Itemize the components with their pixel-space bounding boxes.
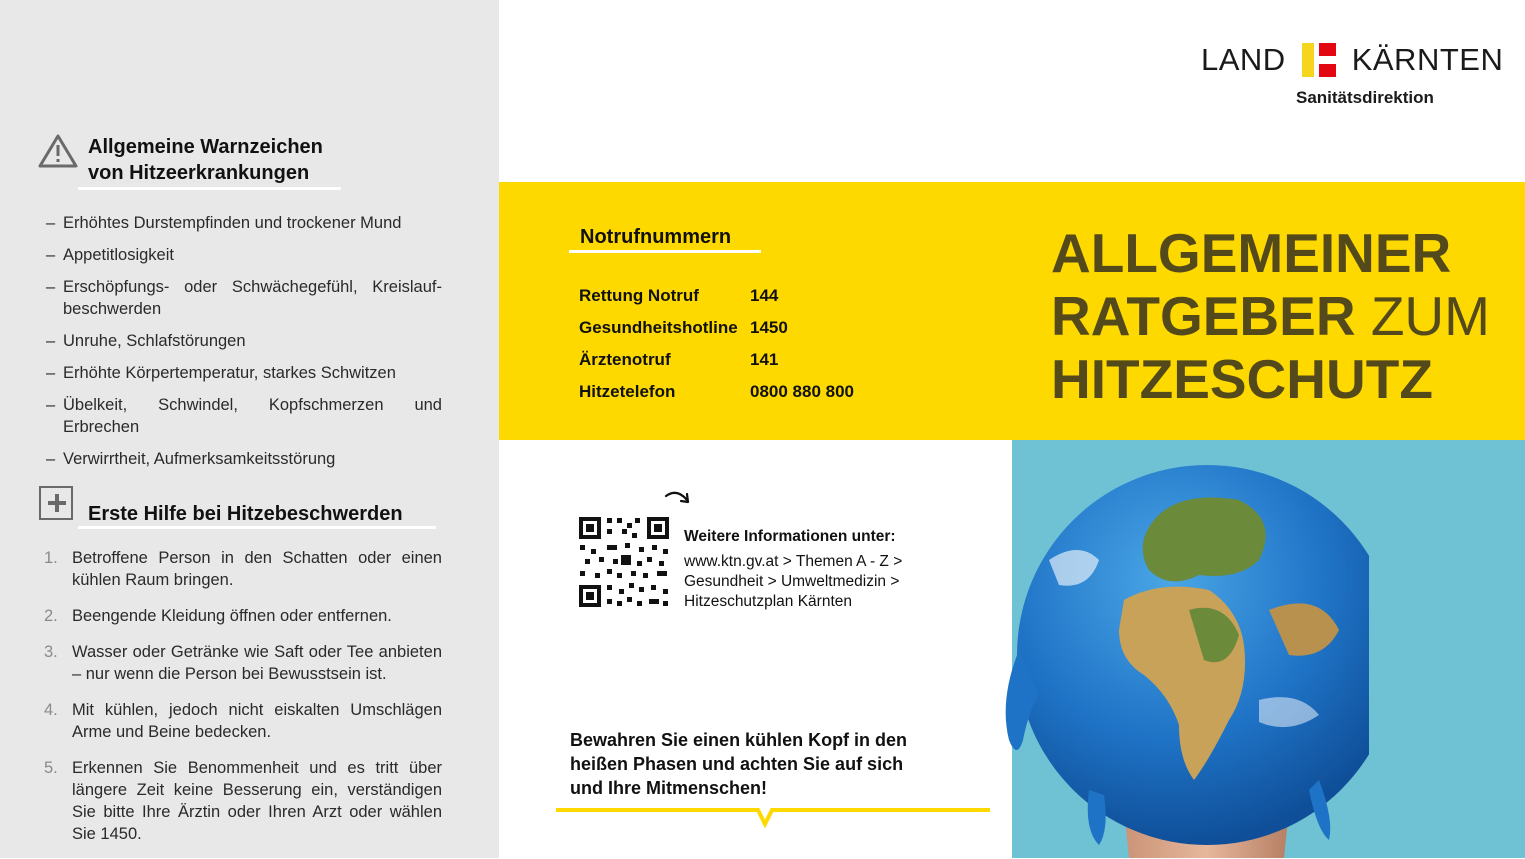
info-line: Hitzeschutzplan Kärnten — [684, 593, 853, 610]
list-item: 4. Mit kühlen, jedoch nicht eiskalten Umschlägen Arme und Beine bedecken. — [44, 701, 442, 741]
warning-triangle-icon — [37, 133, 79, 169]
info-title: Weitere Informationen unter: — [684, 528, 896, 545]
list-item: 3. Wasser oder Getränke wie Saft oder Tee anbieten – nur wenn die Person bei Bewusstsein ist. — [44, 643, 442, 683]
qr-code-icon — [577, 515, 671, 609]
headline-line2-thin: ZUM — [1355, 285, 1490, 347]
first-aid-steps-list — [44, 547, 442, 859]
emergency-title: Notrufnummern — [580, 226, 732, 248]
table-row: Gesundheitshotline 1450 — [579, 318, 788, 337]
page-title — [1051, 222, 1490, 411]
headline-line3: HITZESCHUTZ — [1051, 348, 1433, 410]
info-line: www.ktn.gv.at > Themen A - Z > — [684, 553, 903, 570]
left-panel — [0, 0, 499, 858]
list-item: 2. Beengende Kleidung öffnen oder entfernen. — [44, 607, 392, 625]
first-aid-plus-icon — [39, 486, 73, 520]
warning-title-underline — [78, 187, 341, 190]
list-item: – Erhöhtes Durstempfinden und trockener Mund — [46, 214, 402, 232]
melting-globe-illustration — [939, 460, 1369, 858]
speech-bubble-underline — [556, 802, 990, 830]
list-item: – Unruhe, Schlafstörungen — [46, 332, 246, 350]
list-item: – Verwirrtheit, Aufmerksamkeitsstörung — [46, 450, 336, 468]
list-item: 1. Betroffene Person in den Schatten oder einen kühlen Raum bringen. — [44, 549, 442, 589]
emergency-title-underline — [569, 250, 761, 253]
land-kaernten-logo — [1201, 42, 1503, 78]
first-aid-title: Erste Hilfe bei Hitzebeschwerden — [88, 503, 403, 525]
warning-title-line1: Allgemeine Warnzeichen — [88, 136, 323, 158]
table-row: Ärztenotruf 141 — [579, 350, 779, 369]
warning-title-line2: von Hitzeerkrankungen — [88, 162, 310, 184]
list-item: 5. Erkennen Sie Benommenheit und es tritt über längere Zeit keine Besserung ein, verständigen Sie bitte Ihre Ärztin oder Ihren Arzt oder wählen Sie 1450. — [44, 759, 442, 843]
list-item: – Appetitlosigkeit — [46, 246, 174, 264]
list-item: – Erschöpfungs- oder Schwächegefühl, Kreislauf-beschwerden — [46, 278, 442, 318]
curved-arrow-icon — [663, 488, 695, 510]
logo-text-left: LAND — [1201, 42, 1286, 77]
headline-line2-bold: RATGEBER — [1051, 285, 1356, 347]
slogan-text: Bewahren Sie einen kühlen Kopf in den heißen Phasen und achten Sie auf sich und Ihre Mitmenschen! — [570, 730, 908, 798]
coat-of-arms-icon — [1302, 43, 1336, 77]
warning-signs-list — [46, 212, 442, 480]
info-line: Gesundheit > Umweltmedizin > — [684, 573, 900, 590]
table-row: Hitzetelefon 0800 880 800 — [579, 382, 854, 401]
list-item: – Erhöhte Körpertemperatur, starkes Schwitzen — [46, 364, 396, 382]
warning-section-title — [88, 134, 323, 186]
headline-line1: ALLGEMEINER — [1051, 222, 1452, 284]
table-row: Rettung Notruf 144 — [579, 286, 779, 305]
emergency-numbers-table — [579, 280, 854, 408]
first-aid-title-underline — [78, 526, 436, 529]
logo-text-right: KÄRNTEN — [1351, 42, 1504, 77]
right-panel — [499, 0, 1525, 858]
logo-subtitle: Sanitätsdirektion — [1296, 88, 1434, 107]
info-path — [684, 552, 902, 612]
list-item: – Übelkeit, Schwindel, Kopfschmerzen und Erbrechen — [46, 396, 442, 436]
